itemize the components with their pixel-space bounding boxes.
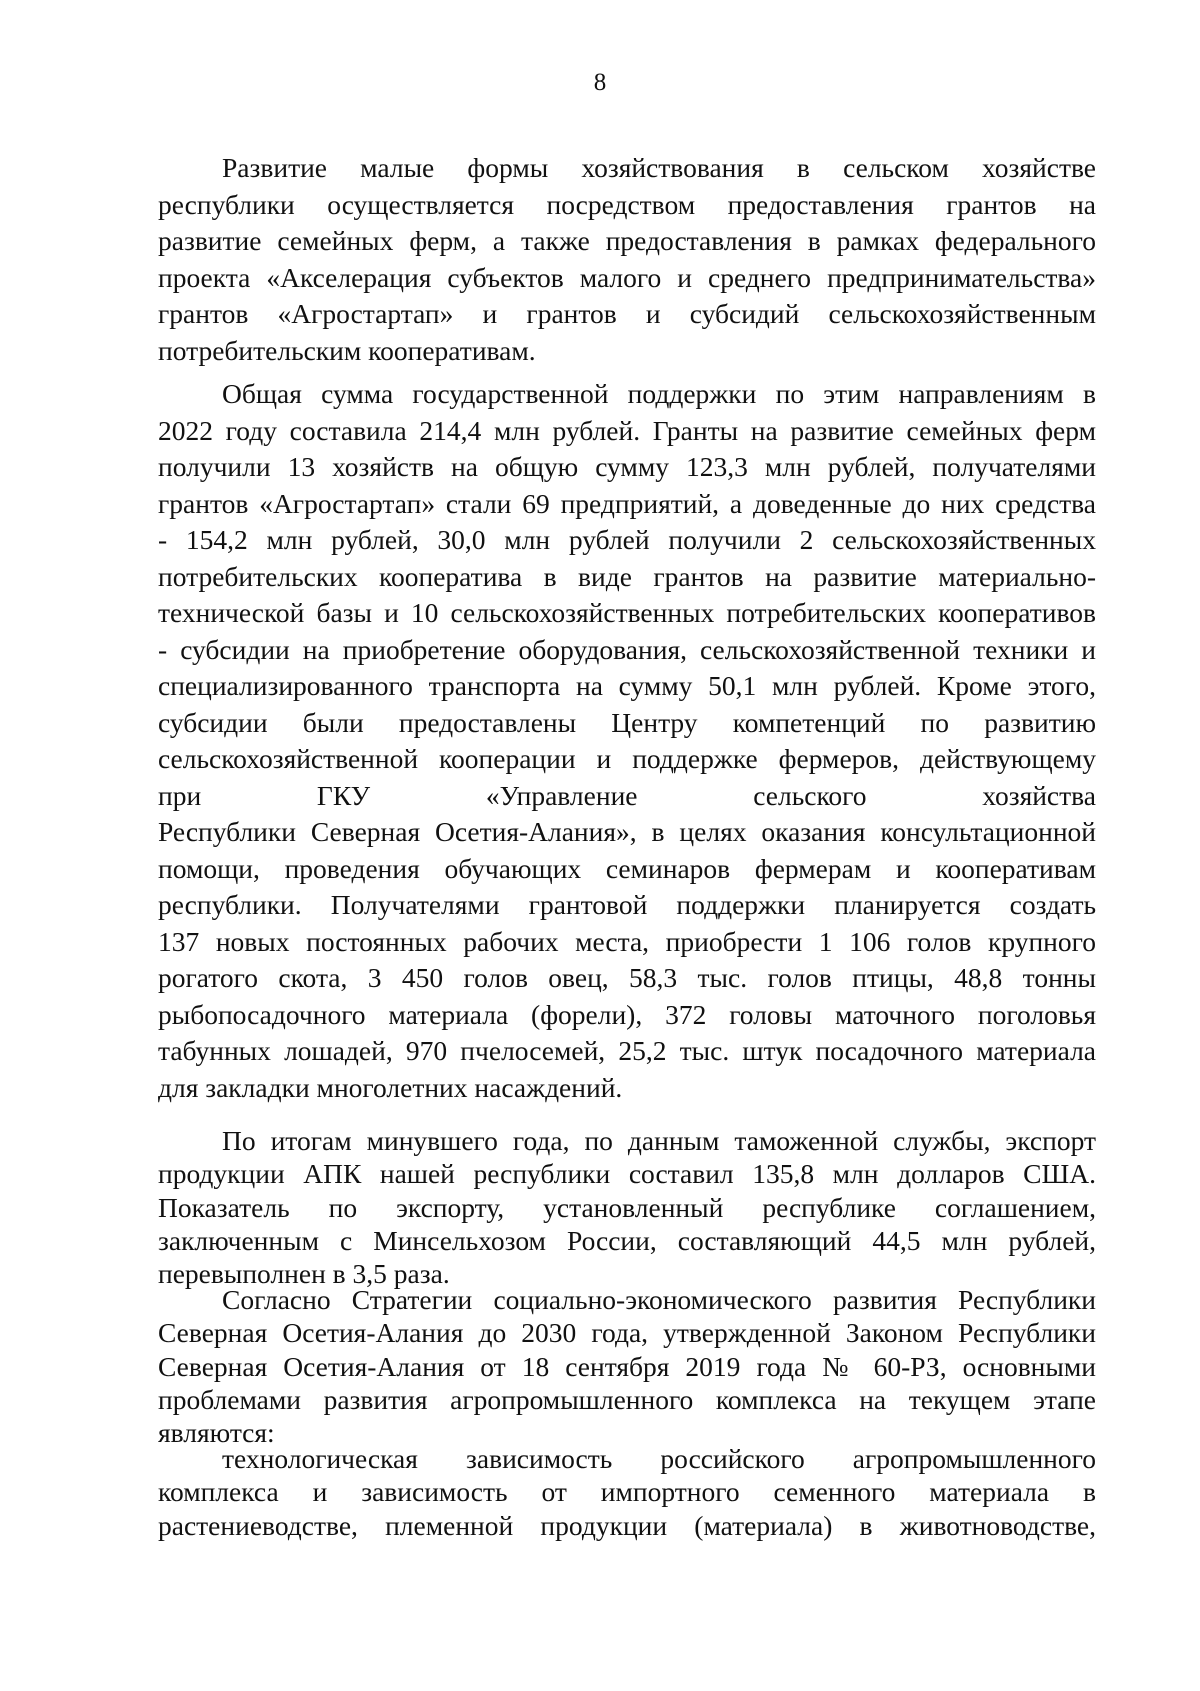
text-line: Показатель по экспорту, установленный республике соглашением, [158,1191,1096,1223]
paragraph-technological-dependence [158,1442,1096,1542]
text-line: По итогам минувшего года, по данным таможенной службы, экспорт [222,1125,1096,1156]
text-line: сельскохозяйственной кооперации и поддержке фермеров, действующему [158,743,1096,774]
text-line: технической базы и 10 сельскохозяйственных потребительских кооперативов [158,597,1096,628]
text-line: растениеводстве, племенной продукции (материала) в животноводстве, [158,1509,1096,1541]
text-line: получили 13 хозяйств на общую сумму 123,3 млн рублей, получателями [158,451,1096,482]
text-line: грантов «Агростартап» стали 69 предприятий, а доведенные до них средства [158,487,1096,519]
text-line: Согласно Стратегии социально-экономического развития Республики [222,1284,1096,1315]
text-line: субсидии были предоставлены Центру компетенций по развитию [158,706,1096,738]
text-line: Северная Осетия-Алания до 2030 года, утвержденной Законом Республики [158,1317,1096,1349]
text-line: продукции АПК нашей республики составил 135,8 млн долларов США. [158,1158,1096,1190]
text-line: рогатого скота, 3 450 голов овец, 58,3 тыс. голов птицы, 48,8 тонны [158,962,1096,993]
text-line: для закладки многолетних насаждений. [158,1071,623,1103]
text-line: развитие семейных ферм, а также предоставления в рамках федерального [158,225,1096,256]
text-line: потребительских кооператива в виде грантов на развитие материально- [158,560,1096,592]
text-line: Республики Северная Осетия-Алания», в целях оказания консультационной [158,816,1096,847]
text-line: республики. Получателями грантовой поддержки планируется создать [158,889,1096,920]
text-line: - 154,2 млн рублей, 30,0 млн рублей получили 2 сельскохозяйственных [158,524,1096,555]
text-line: табунных лошадей, 970 пчелосемей, 25,2 тыс. штук посадочного материала [158,1035,1096,1066]
page-number: 8 [593,69,607,96]
text-line: перевыполнен в 3,5 раза. [158,1258,450,1290]
text-line: - субсидии на приобретение оборудования, сельскохозяйственной техники и [158,633,1096,665]
text-line: являются: [158,1417,275,1449]
text-line: технологическая зависимость российского агропромышленного [222,1443,1096,1474]
text-line: специализированного транспорта на сумму 50,1 млн рублей. Кроме этого, [158,670,1096,701]
text-line: проекта «Акселерация субъектов малого и среднего предпринимательства» [158,261,1096,293]
text-line: помощи, проведения обучающих семинаров фермерам и кооперативам [158,852,1096,884]
text-line: республики осуществляется посредством предоставления грантов на [158,188,1096,220]
paragraph-strategy [158,1283,1096,1449]
paragraph-small-farms [158,150,1096,369]
paragraph-state-support [158,376,1096,1106]
text-line: 2022 году составила 214,4 млн рублей. Гранты на развитие семейных ферм [158,414,1096,446]
text-line: 137 новых постоянных рабочих места, приобрести 1 106 голов крупного [158,925,1096,957]
text-line: заключенным с Минсельхозом России, составляющий 44,5 млн рублей, [158,1224,1096,1256]
text-line: Северная Осетия-Алания от 18 сентября 2019 года № 60-РЗ, основными [158,1350,1096,1382]
text-line: комплекса и зависимость от импортного семенного материала в [158,1476,1096,1508]
text-line: проблемами развития агропромышленного комплекса на текущем этапе [158,1383,1096,1415]
text-line: грантов «Агростартап» и грантов и субсидий сельскохозяйственным [158,298,1096,329]
text-line: Развитие малые формы хозяйствования в сельском хозяйстве [222,152,1096,183]
text-line: при ГКУ «Управление сельского хозяйства [158,779,1096,811]
text-line: Общая сумма государственной поддержки по этим направлениям в [222,378,1096,409]
paragraph-export [158,1124,1096,1290]
text-line: потребительским кооперативам. [158,334,536,366]
text-line: рыбопосадочного материала (форели), 372 головы маточного поголовья [158,998,1096,1030]
